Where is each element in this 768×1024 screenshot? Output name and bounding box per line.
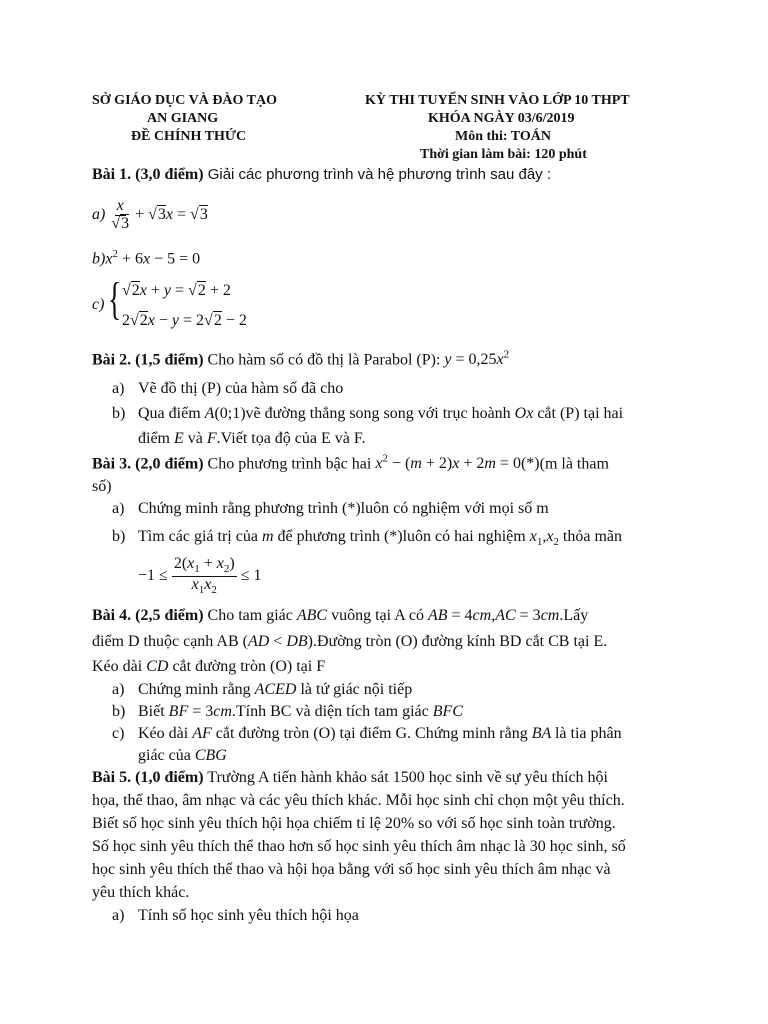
segment-af: AF [192,725,216,742]
bai2-item-a [112,380,343,398]
bai3-b-text4: thỏa mãn [562,528,623,545]
bai4-line2b: .Đường tròn (O) đường kính BD cắt CB tại E. [312,633,608,650]
bai3-a-text1: Chứng minh rằng phương trình [138,500,343,517]
bai4-line3 [92,658,325,676]
bai4-item-c [112,725,622,743]
bai4-item-a [112,681,412,699]
label-4c: c) [112,725,125,742]
bai4-heading [92,607,588,625]
exam-title: KỲ THI TUYỂN SINH VÀO LỚP 10 THPT [365,93,630,108]
bai5-item-a [112,907,359,925]
bai2-b-text1: Qua điểm [138,405,205,422]
bai5-line6: yêu thích khác. [92,884,190,901]
bai5-line4: Số học sinh yêu thích thể thao hơn số học sinh yêu thích âm nhạc là 30 học sinh, số [92,838,626,855]
bai3-b-text2: để phương trình [277,528,384,545]
bai4-item-b [112,703,463,721]
bai3-text3: số) [92,478,112,495]
bai4-c-text3: là tia phân [554,725,622,742]
province-name: AN GIANG [147,111,219,126]
bai4-title: Bài 4. (2,5 điểm) [92,607,204,624]
bai3-heading [92,453,609,473]
triangle-bfc: BFC [432,703,463,720]
quadratic-equation: $x^2 - (m + 2)x + 2m = 0(*)$ [375,453,540,473]
label-1c: c) [92,296,105,313]
label-2b: b) [112,405,126,422]
system-eq2: 2√2x − y = 2√2 − 2 [122,312,247,329]
bai4-line2a: điểm D thuộc cạnh AB [92,633,243,650]
bai3-b-text3: luôn có hai nghiệm [402,528,530,545]
bai2-item-b [112,405,623,423]
bai4-text2: vuông tại A có [327,607,428,624]
quad-aced: ACED [254,681,301,698]
bai4-line3b: cắt đường tròn (O) tại F [172,658,326,675]
ad-less-db: (AD < DB) [242,633,313,650]
bai4-line2 [92,633,607,651]
bai3-a-text2: luôn có nghiệm với mọi số m [360,500,549,517]
dept-name: SỞ GIÁO DỤC VÀ ĐÀO TẠO [92,93,278,108]
bai2-b-text2: vẽ đường thẳng song song với trục hoành [245,405,515,422]
bf-length: BF = 3cm. [168,703,236,720]
axis-ox: Ox [514,405,534,422]
bai1-heading [92,166,551,184]
lengths: AB = 4cm,AC = 3cm. [427,607,564,624]
bai2-text: Cho hàm số có đồ thị là Parabol (P): [203,351,445,369]
angle-cbg: CBG [194,747,227,764]
exam-date: KHÓA NGÀY 03/6/2019 [428,111,575,126]
bai2-title: Bài 2. (1,5 điểm) [92,351,204,369]
label-1b: b) [92,250,106,268]
bai4-c-text1: Kéo dài [138,725,193,742]
var-m: m [261,528,278,545]
bai3-heading-cont [92,478,112,496]
triangle-abc: ABC [296,607,328,624]
bai4-b-text1: Biết [138,703,169,720]
point-A: A(0;1) [204,405,246,422]
bai5-a-text: Tính số học sinh yêu thích hội họa [138,907,359,924]
bai3-text: Cho phương trình bậc hai [203,455,376,473]
official-label: ĐỀ CHÍNH THỨC [131,129,247,144]
bai1-text: Giải các phương trình và hệ phương trình sau đây : [203,166,551,183]
label-2a: a) [112,380,125,397]
system-brace: { [108,273,122,324]
bai5-line5: học sinh yêu thích thể thao và hội họa bằng với số học sinh yêu thích âm nhạc và [92,861,611,878]
roots-x1x2: $x_1,x_2$ [529,528,559,549]
bai3-title: Bài 3. (2,0 điểm) [92,455,204,473]
label-5a: a) [112,907,125,924]
bai4-item-c-cont [138,747,227,765]
bai3-item-b [112,528,622,548]
bai2-b-text5: và [183,430,207,447]
inequality: −1 ≤ $\frac{2(x_1 + x_2)}{x_1x_2}$ ≤ 1 [138,555,262,596]
point-E: E [174,430,184,447]
bai2-item-b-cont [138,430,366,448]
exam-subject: Môn thi: TOÁN [455,129,551,144]
label-1a: a) [92,205,106,223]
parabol-formula: $y = 0,25x^2$ [444,349,510,369]
bai5-line2: họa, thể thao, âm nhạc và các yêu thích khác. Mỗi học sinh chỉ chọn một yêu thích. [92,792,625,809]
label-4a: a) [112,681,125,698]
bai2-b-text3: cắt (P) tại hai [533,405,624,422]
bai2-b-text4: điểm [138,430,174,447]
bai2-heading [92,349,509,369]
equation-1c [92,273,292,334]
bai4-line3a: Kéo dài [92,658,147,675]
bai3-item-a [112,500,549,518]
star-ref-b: (*) [383,528,403,545]
star-ref-a: (*) [342,500,361,517]
bai3-text2: (m là tham [539,455,609,473]
fraction-roots: $\frac{2(x_1 + x_2)}{x_1x_2}$ [173,555,235,596]
bai2-a-text: Vẽ đồ thị (P) của hàm số đã cho [138,380,344,397]
label-3b: b) [112,528,126,545]
bai4-c-text2: cắt đường tròn (O) tại điểm G. Chứng minh rằng [215,725,532,742]
bai2-b-text6: .Viết tọa độ của E và F. [216,430,366,447]
bai3-b-text1: Tìm các giá trị của [138,528,262,545]
segment-cd: CD [146,658,173,675]
bai5-text-line1: Trường A tiến hành khảo sát 1500 học sinh về sự yêu thích hội [203,769,608,786]
bai4-a-text2: là tứ giác nội tiếp [300,681,413,698]
bai4-text3: Lấy [563,607,589,624]
ray-ba: BA [531,725,555,742]
bai5-title: Bài 5. (1,0 điểm) [92,769,204,786]
label-3a: a) [112,500,125,517]
bai5-line3: Biết số học sinh yêu thích hội họa chiếm tỉ lệ 20% so với số học sinh toàn trường. [92,815,616,832]
system-eq1: √2x + y = √2 + 2 [122,282,231,299]
fraction-x-over-sqrt3: $\frac{x}{√3}$ [111,197,130,232]
bai4-text1: Cho tam giác [203,607,297,624]
bai4-a-text1: Chứng minh rằng [138,681,255,698]
bai5-line1 [92,769,608,787]
equation-1a: a) $\frac{x}{√3}$ + √3x = √3 [92,197,208,232]
label-4b: b) [112,703,126,720]
bai4-b-text2: Tính BC và diện tích tam giác [235,703,433,720]
bai1-title: Bài 1. (3,0 điểm) [92,166,204,183]
equation-1b: $b)x^2 + 6x - 5 = 0$ [92,248,201,268]
point-F: F [206,430,217,447]
exam-duration: Thời gian làm bài: 120 phút [420,147,587,162]
bai4-c-text4: giác của [138,747,195,764]
